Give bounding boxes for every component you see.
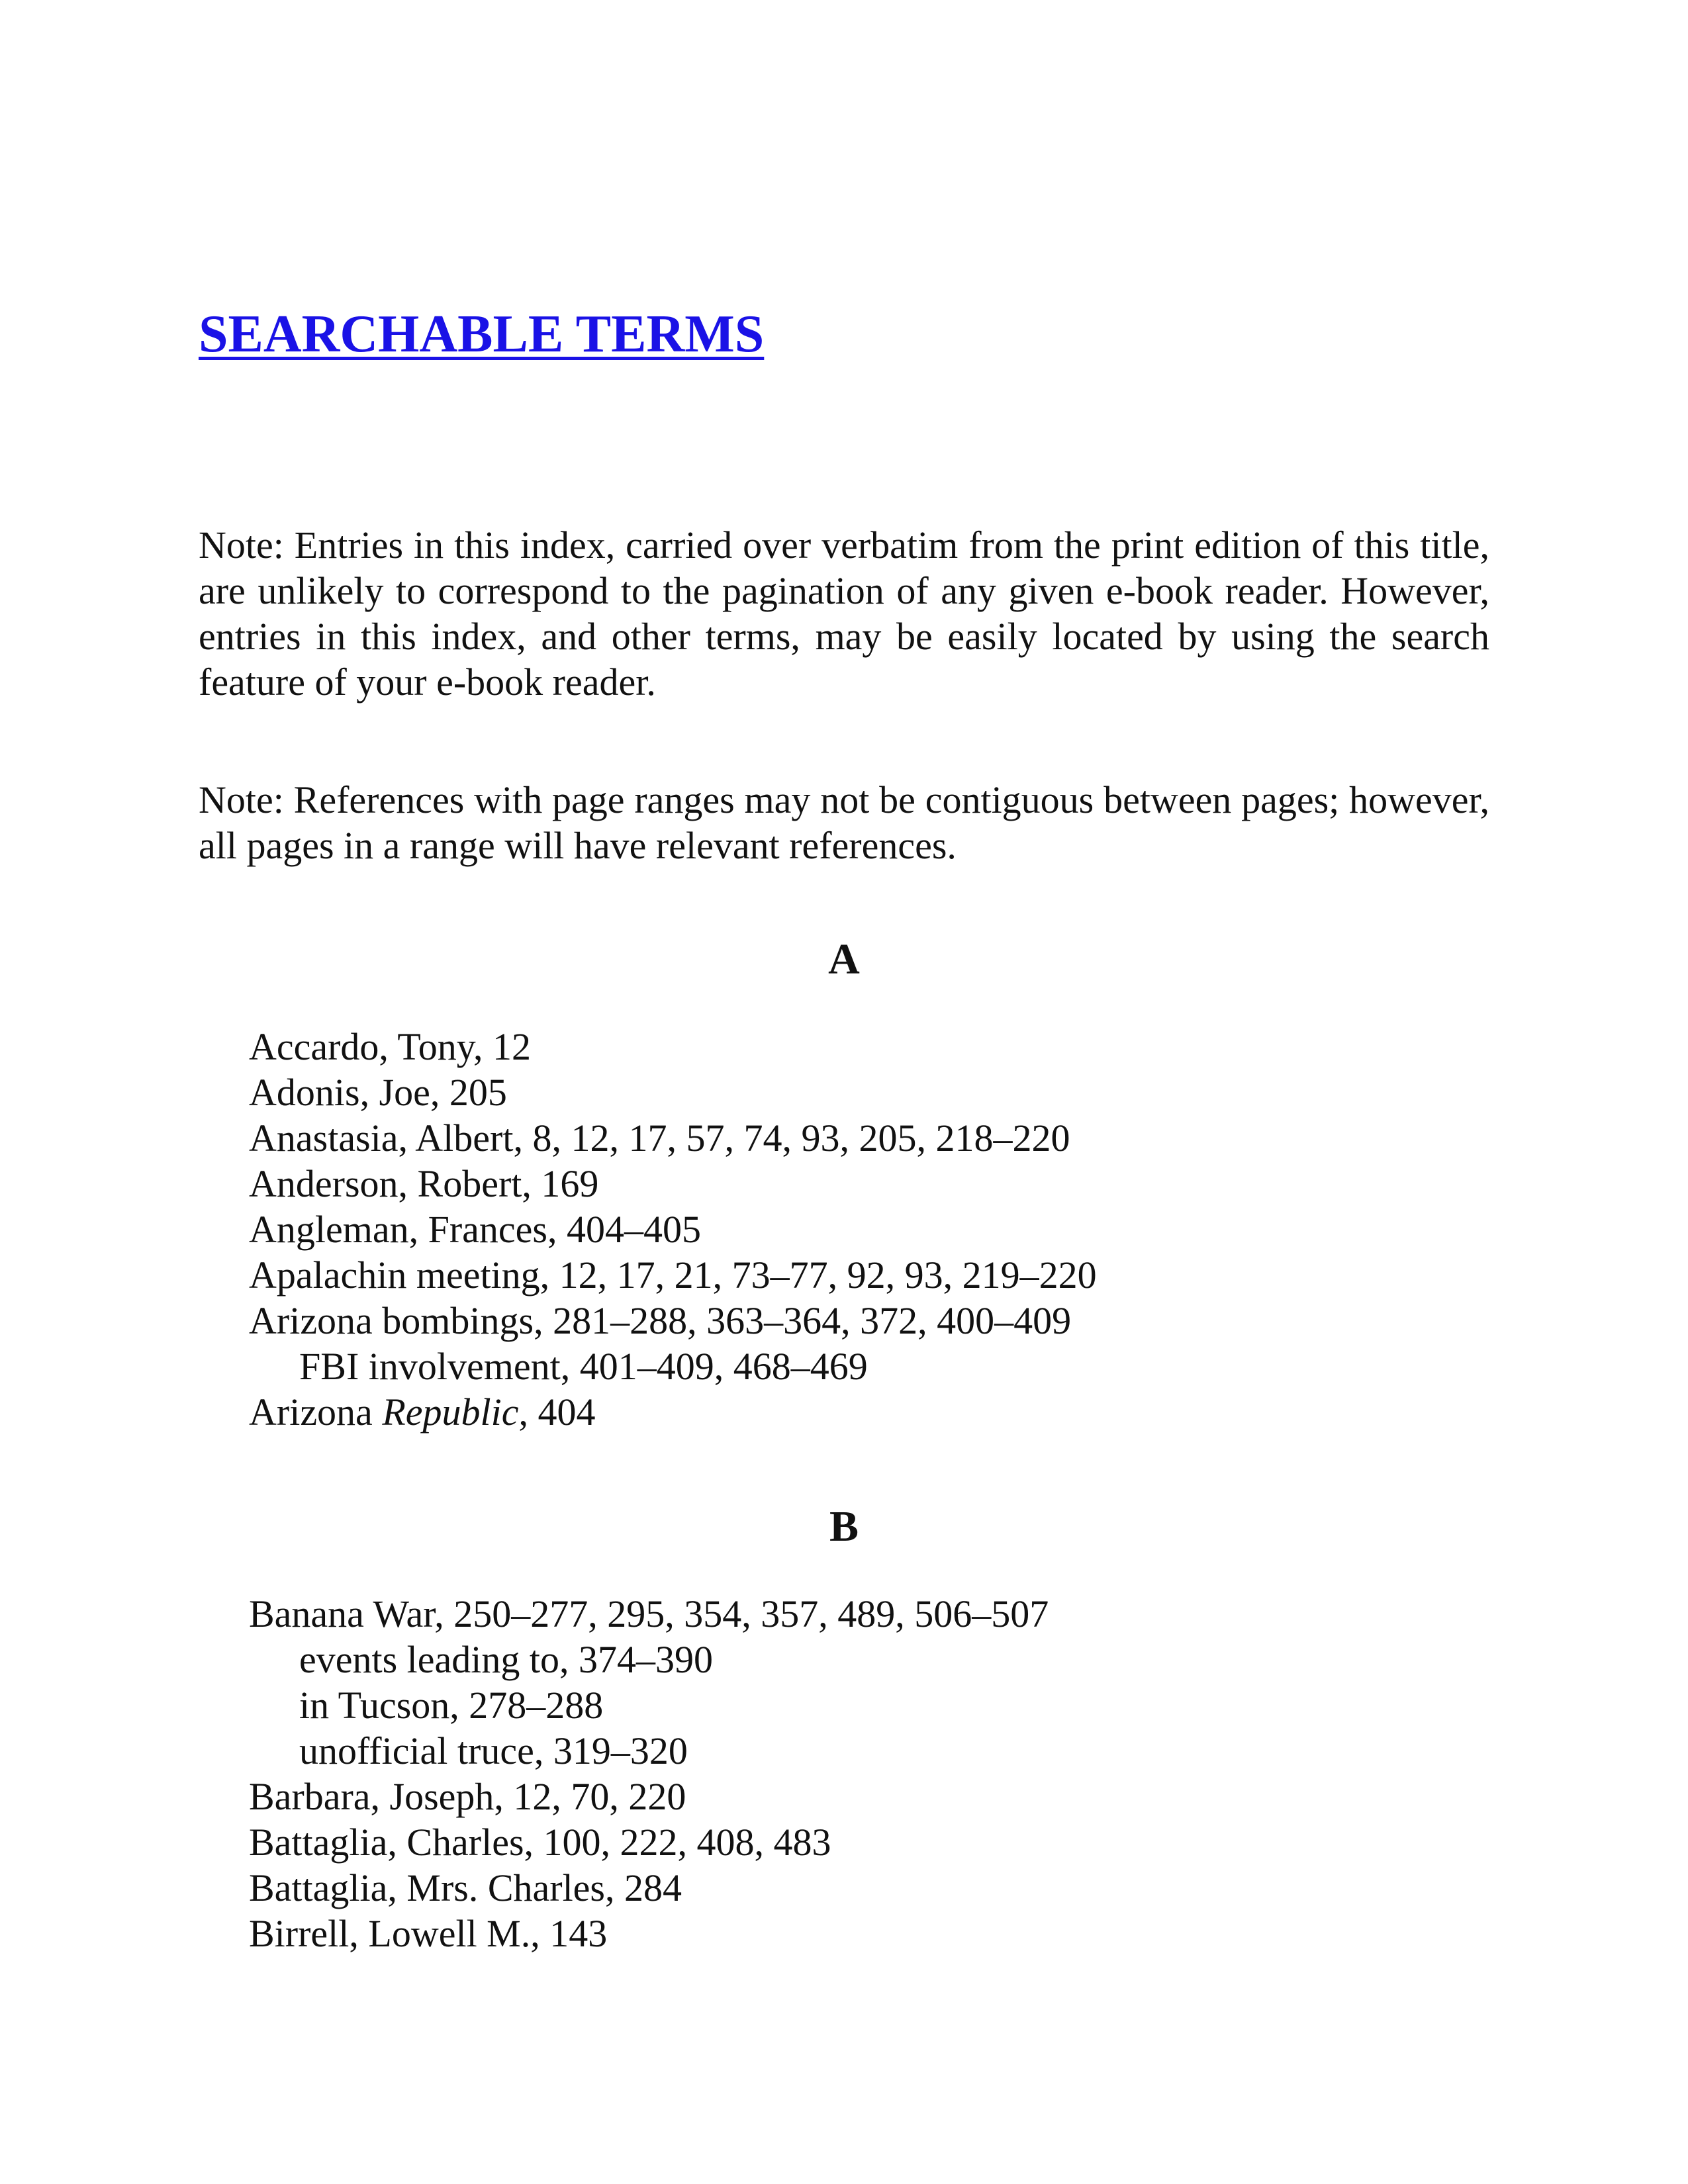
section-letter-b: B [829,1502,859,1551]
index-entry [249,1389,1097,1435]
index-entry: Anastasia, Albert, 8, 12, 17, 57, 74, 93, 205, 218–220 [249,1116,1070,1160]
index-subentry: in Tucson, 278–288 [299,1684,604,1727]
index-entry: Birrell, Lowell M., 143 [249,1912,608,1955]
index-list-a [249,1024,1097,1435]
index-note-pagination: Note: Entries in this index, carried over verbatim from the print edition of this title, are unlikely to correspond to the pagination of any given e-book reader. However, entries in this index, and other terms, may be easily located by using the search feature of your e-book reader. [199,523,1489,704]
index-note-page-ranges: Note: References with page ranges may not be contiguous between pages; however, all pages in a range will have relevant references. [199,778,1489,867]
page-title-link[interactable]: SEARCHABLE TERMS [199,305,765,363]
index-subentry: FBI involvement, 401–409, 468–469 [299,1345,868,1388]
index-entry: Banana War, 250–277, 295, 354, 357, 489, 506–507 [249,1592,1049,1635]
index-subentry: events leading to, 374–390 [299,1638,714,1681]
index-entry: Angleman, Frances, 404–405 [249,1208,701,1251]
index-entry: Anderson, Robert, 169 [249,1162,599,1205]
index-entry-italic-title: Republic [382,1390,519,1433]
index-subentry: unofficial truce, 319–320 [299,1729,688,1772]
index-entry: Arizona bombings, 281–288, 363–364, 372, 400–409 [249,1299,1072,1342]
index-entry: Battaglia, Charles, 100, 222, 408, 483 [249,1821,831,1864]
index-entry-text: , 404 [518,1390,596,1433]
index-entry: Barbara, Joseph, 12, 70, 220 [249,1775,686,1818]
index-entry-text: Arizona [249,1390,383,1433]
section-letter-a: A [828,935,860,983]
index-entry: Accardo, Tony, 12 [249,1025,531,1068]
index-entry: Adonis, Joe, 205 [249,1071,507,1114]
index-list-b [249,1591,1049,1956]
index-entry: Battaglia, Mrs. Charles, 284 [249,1866,682,1909]
index-entry: Apalachin meeting, 12, 17, 21, 73–77, 92, 93, 219–220 [249,1253,1097,1297]
